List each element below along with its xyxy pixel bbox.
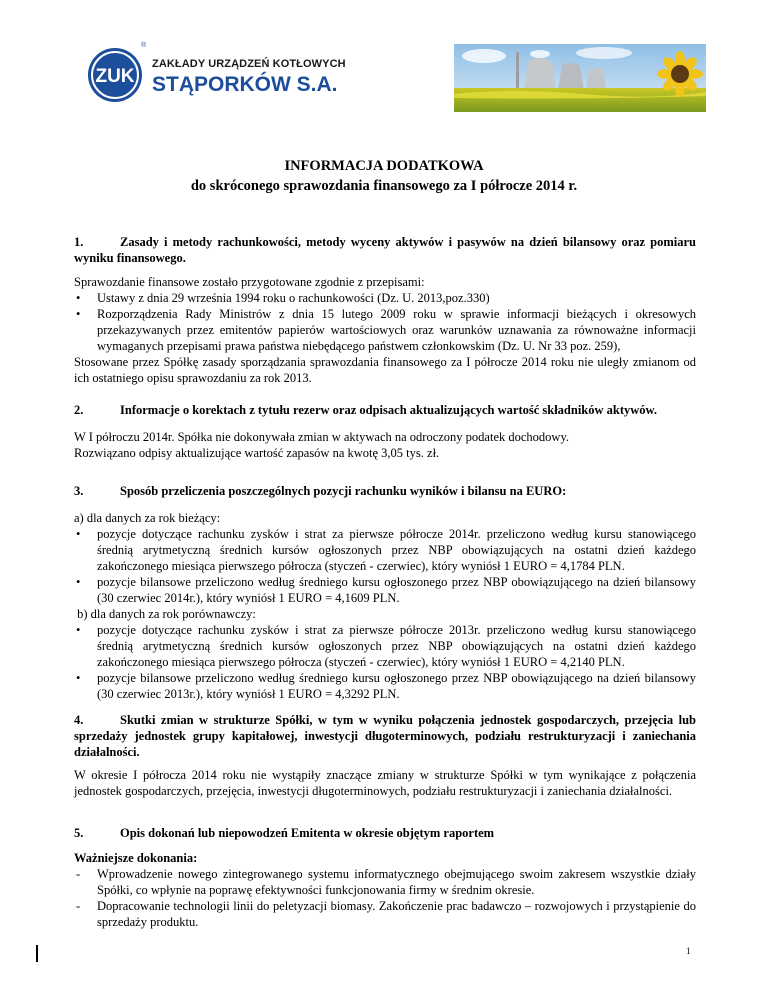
section-3-b-bullet bbox=[74, 622, 696, 670]
section-4 bbox=[74, 712, 696, 760]
section-3-b-bullet bbox=[74, 670, 696, 702]
bullet-icon: • bbox=[76, 291, 81, 305]
section-4-heading bbox=[74, 712, 696, 760]
section-1-number: 1. bbox=[74, 235, 84, 249]
section-3-heading bbox=[74, 483, 696, 499]
bullet-icon: • bbox=[76, 307, 81, 321]
section-2-line2: Rozwiązano odpisy aktualizujące wartość zapasów na kwotę 3,05 tys. zł. bbox=[74, 446, 440, 460]
section-4-number: 4. bbox=[74, 713, 84, 727]
section-1-body bbox=[74, 274, 696, 386]
logo-text: ZUK bbox=[95, 66, 135, 87]
section-3-a-bullet-text: pozycje dotyczące rachunku zysków i strat za pierwsze półrocze 2014r. przeliczono według kursu stanowiącego średnią arytmetyczną średnich kursów ogłoszonych przez NBP obowiązujących na ostatni dzień każdego zakończonego miesiąca pierwszego półrocza (styczeń - czerwiec), który wyniósł 1 EURO = 4,1784 PLN. bbox=[97, 527, 696, 573]
section-1-intro: Sprawozdanie finansowe zostało przygotowane zgodnie z przepisami: bbox=[74, 275, 425, 289]
registered-mark: ® bbox=[141, 42, 147, 49]
section-2-heading bbox=[74, 402, 696, 418]
bullet-icon: • bbox=[76, 671, 81, 685]
section-5 bbox=[74, 825, 696, 841]
section-5-item-text: Dopracowanie technologii linii do peletyzacji biomasy. Zakończenie prac badawczo – rozwojowych i przystąpienie do sprzedaży produktu. bbox=[97, 899, 696, 929]
bullet-icon: • bbox=[76, 527, 81, 541]
section-5-heading-text: Opis dokonań lub niepowodzeń Emitenta w okresie objętym raportem bbox=[120, 826, 495, 840]
section-4-heading-text: Skutki zmian w strukturze Spółki, w tym w wyniku połączenia jednostek gospodarczych, przejęcia lub sprzedaży jednostek grupy kapitałowej, inwestycji długoterminowych, podziału restrukturyzacji i zaniechania działalności. bbox=[74, 713, 696, 759]
company-name-line1: ZAKŁADY URZĄDZEŃ KOTŁOWYCH bbox=[152, 58, 346, 70]
document-title bbox=[0, 156, 768, 196]
page-number: 1 bbox=[686, 946, 691, 956]
section-1-bullet bbox=[74, 306, 696, 354]
section-5-number: 5. bbox=[74, 826, 84, 840]
dash-icon: - bbox=[76, 867, 81, 881]
section-5-item bbox=[74, 866, 696, 898]
dash-icon: - bbox=[76, 899, 81, 913]
section-3-b-bullet-text: pozycje dotyczące rachunku zysków i strat za pierwsze półrocze 2013r. przeliczono według kursu stanowiącego średnią arytmetyczną średnich kursów ogłoszonych przez NBP obowiązujących na ostatni dzień każdego zakończonego miesiąca pierwszego półrocza (styczeń - czerwiec), który wyniósł 1 EURO = 4,2140 PLN. bbox=[97, 623, 696, 669]
section-3-body bbox=[74, 510, 696, 702]
section-3-b-label: b) dla danych za rok porównawczy: bbox=[74, 607, 256, 621]
bullet-icon: • bbox=[76, 575, 81, 589]
section-5-item-text: Wprowadzenie nowego zintegrowanego systemu informatycznego obejmującego swoim zakresem wszystkie działy Spółki, co wpłynie na poprawę efektywności funkcjonowania firmy w średnim okresie. bbox=[97, 867, 696, 897]
banner-image bbox=[454, 44, 706, 112]
section-3-a-label: a) dla danych za rok bieżący: bbox=[74, 511, 221, 525]
section-5-subheading: Ważniejsze dokonania: bbox=[74, 851, 198, 865]
title-line2: do skróconego sprawozdania finansowego za I półrocze 2014 r. bbox=[190, 178, 578, 194]
section-4-body: W okresie I półrocza 2014 roku nie wystąpiły znaczące zmiany w strukturze Spółki w tym wynikające z połączenia jednostek gospodarczych, przejęcia, inwestycji długoterminowych, podziału restrukturyzacji i zaniechania działalności. bbox=[74, 768, 696, 798]
section-1-heading bbox=[74, 234, 696, 266]
section-3-heading-text: Sposób przeliczenia poszczególnych pozycji rachunku wyników i bilansu na EURO: bbox=[120, 484, 567, 498]
section-1-heading-text: Zasady i metody rachunkowości, metody wyceny aktywów i pasywów na dzień bilansowy oraz pomiaru wyniku finansowego. bbox=[74, 235, 696, 265]
section-2-number: 2. bbox=[74, 403, 84, 417]
section-5-heading bbox=[74, 825, 696, 841]
company-logo bbox=[86, 46, 144, 104]
section-3-number: 3. bbox=[74, 484, 84, 498]
section-3 bbox=[74, 483, 696, 499]
section-3-a-bullet bbox=[74, 526, 696, 574]
section-5-item bbox=[74, 898, 696, 930]
section-2-heading-text: Informacje o korektach z tytułu rezerw oraz odpisach aktualizujących wartość składników aktywów. bbox=[120, 403, 658, 417]
section-1-outro: Stosowane przez Spółkę zasady sporządzania sprawozdania finansowego za I półrocze 2014 roku nie uległy zmianom od ich ostatniego opisu sprawozdaniu za rok 2013. bbox=[74, 355, 696, 385]
section-2-body bbox=[74, 429, 696, 461]
title-line1: INFORMACJA DODATKOWA bbox=[284, 158, 484, 174]
section-1-bullet-text: Ustawy z dnia 29 września 1994 roku o rachunkowości (Dz. U. 2013,poz.330) bbox=[97, 291, 490, 305]
section-2-line1: W I półroczu 2014r. Spółka nie dokonywała zmian w aktywach na odroczony podatek dochodowy. bbox=[74, 430, 570, 444]
section-1-bullet-text: Rozporządzenia Rady Ministrów z dnia 15 lutego 2009 roku w sprawie informacji bieżących i okresowych przekazywanych przez emitentów papierów wartościowych oraz warunków uznawania za równoważne informacji wymaganych przepisami prawa państwa niebędącego państwem członkowskim (Dz. U. Nr 33 poz. 259), bbox=[97, 307, 696, 353]
section-2 bbox=[74, 402, 696, 418]
section-5-body bbox=[74, 850, 696, 930]
company-header bbox=[86, 40, 706, 120]
margin-bar bbox=[36, 945, 38, 962]
section-3-a-bullet bbox=[74, 574, 696, 606]
section-3-b-bullet-text: pozycje bilansowe przeliczono według średniego kursu ogłoszonego przez NBP obowiązującego na dzień bilansowy (30 czerwiec 2013r.), który wyniósł 1 EURO = 4,3292 PLN. bbox=[97, 671, 696, 701]
section-1-bullet bbox=[74, 290, 696, 306]
company-name-line2: STĄPORKÓW S.A. bbox=[152, 73, 338, 96]
section-3-a-bullet-text: pozycje bilansowe przeliczono według średniego kursu ogłoszonego przez NBP obowiązującego na dzień bilansowy (30 czerwiec 2014r.), który wyniósł 1 EURO = 4,1609 PLN. bbox=[97, 575, 696, 605]
bullet-icon: • bbox=[76, 623, 81, 637]
section-1 bbox=[74, 234, 696, 266]
